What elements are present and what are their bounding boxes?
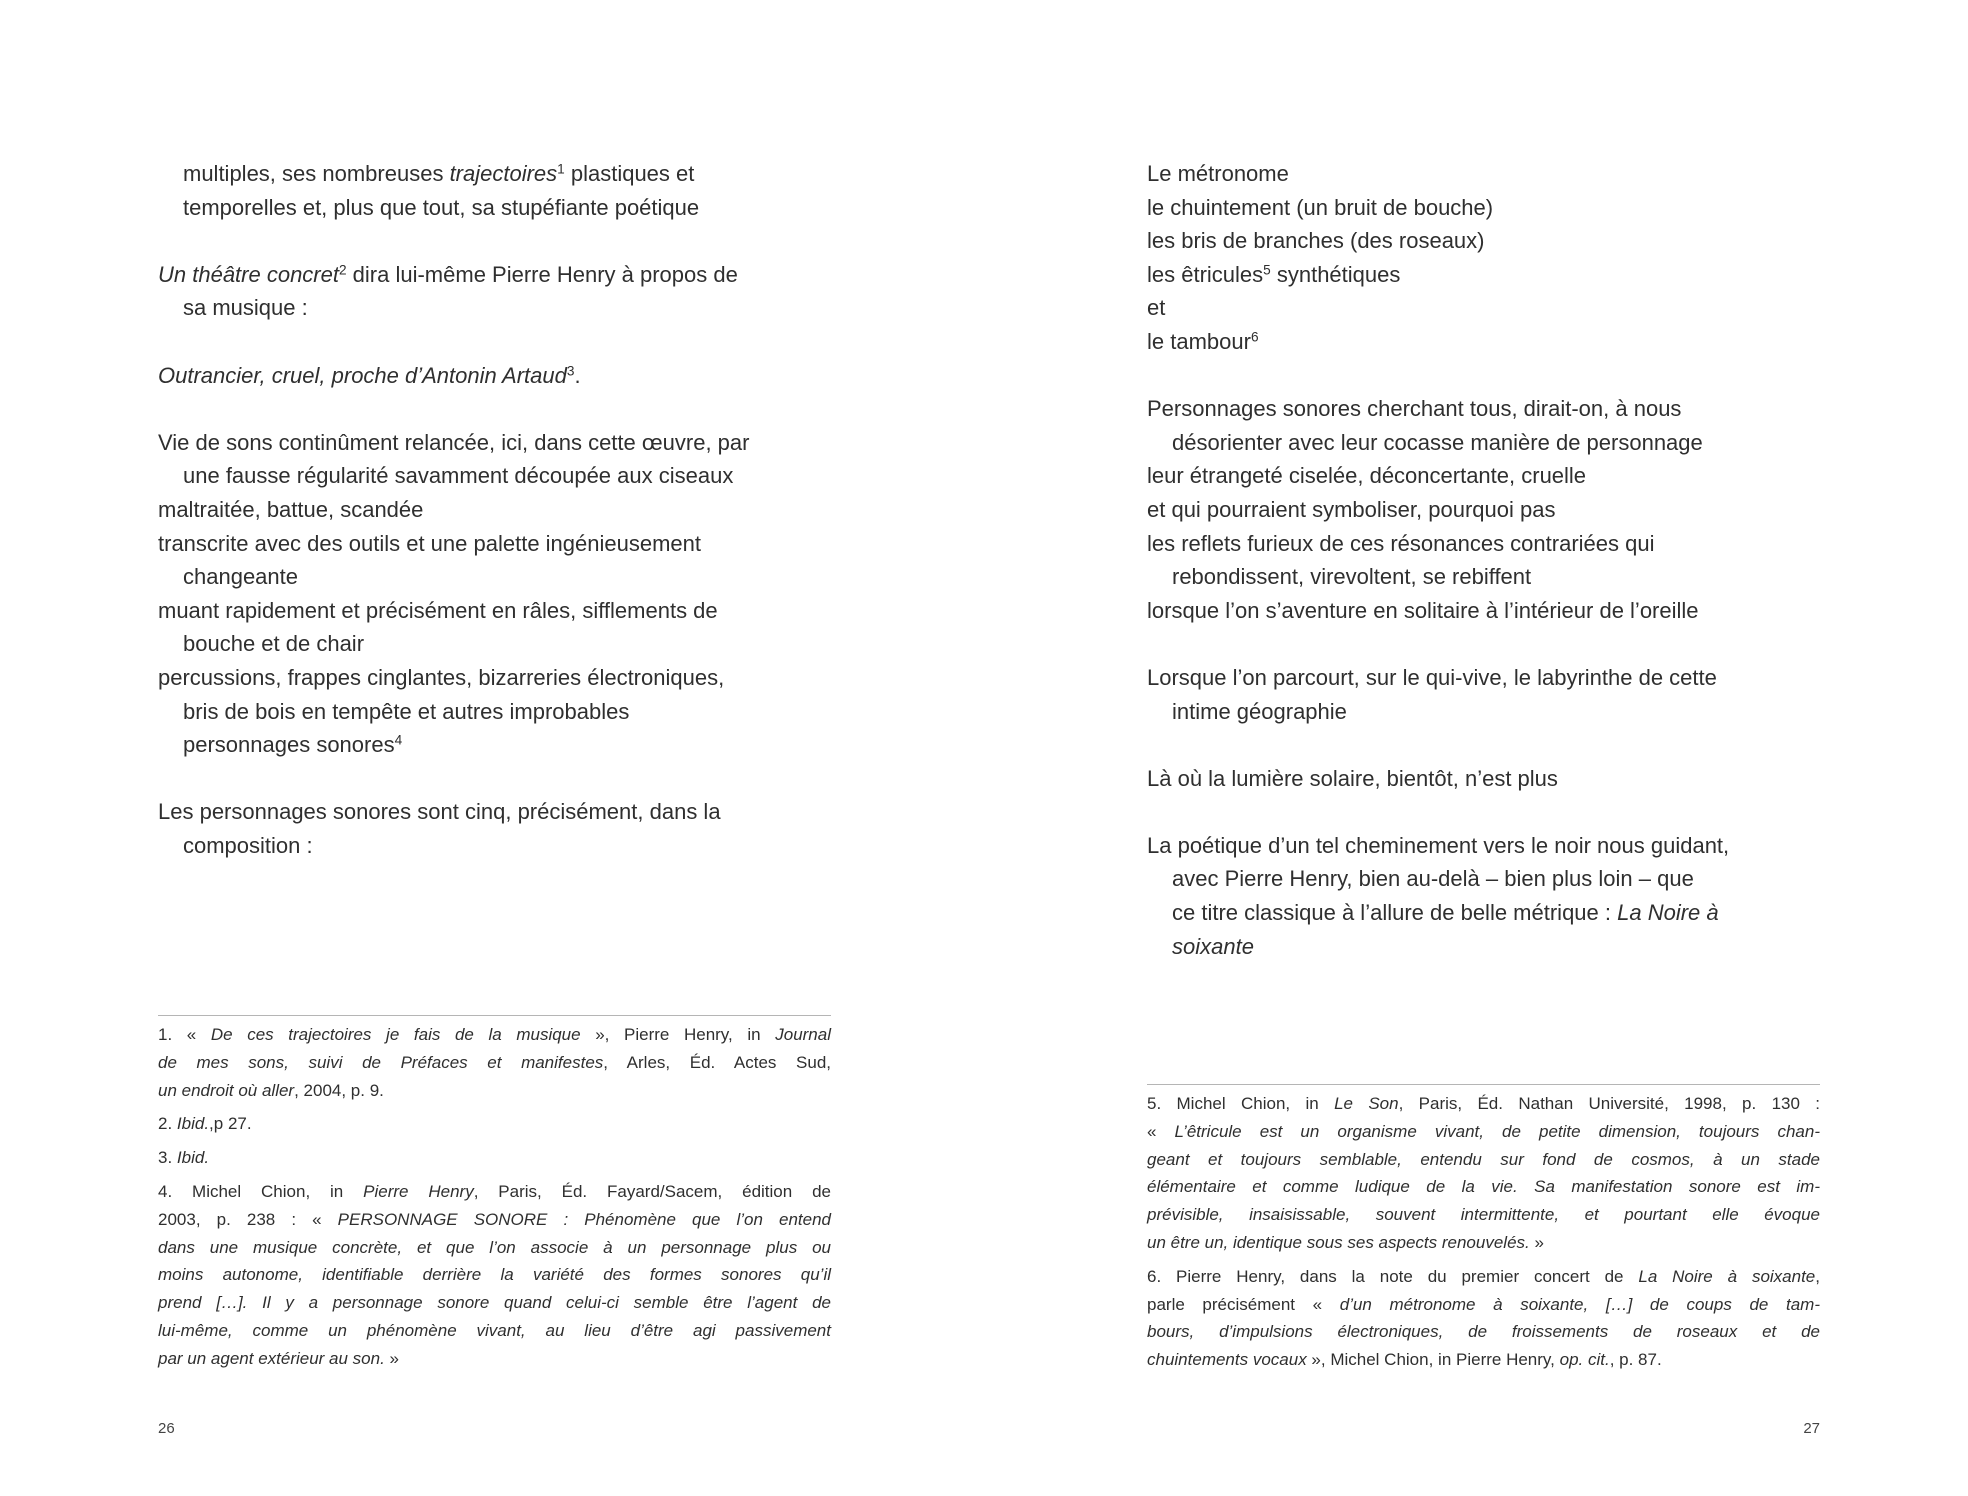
italic-text: Un théâtre concret: [158, 261, 339, 287]
paragraph: [158, 795, 838, 862]
text-line: [1147, 829, 1827, 863]
paragraph: [1147, 829, 1827, 963]
footnote: [1147, 1263, 1820, 1374]
text-run: Le métronome: [1147, 161, 1289, 186]
text-line: [1147, 493, 1827, 527]
footnote-line: [1147, 1173, 1820, 1201]
footnote-line: [158, 1289, 831, 1317]
text-run: La poétique d’un tel cheminement vers le noir nous guidant,: [1147, 832, 1730, 858]
text-run: Personnages sonores cherchant tous, dirait-on, à nous: [1147, 396, 1682, 422]
text-line: [158, 560, 838, 594]
text-run: ,p 27.: [209, 1114, 252, 1134]
text-line: [1147, 459, 1827, 493]
footnote-reference: 6: [1250, 329, 1259, 345]
text-run: maltraitée, battue, scandée: [158, 496, 424, 522]
text-run: 1. «: [158, 1025, 211, 1044]
footnote-line: [1147, 1318, 1820, 1346]
text-run: , 2004, p. 9.: [294, 1080, 384, 1100]
text-line: [1147, 258, 1827, 292]
text-run: une fausse régularité savamment découpée aux ciseaux: [183, 463, 734, 489]
italic-text: élémentaire et comme ludique de la vie. Sa manifestation sonore est im-: [1147, 1177, 1820, 1197]
italic-text: Le Son: [1334, 1094, 1399, 1113]
text-line: [158, 627, 838, 661]
text-run: , p. 87.: [1609, 1350, 1662, 1370]
italic-text: d’un métronome à soixante, […] de coups de tam-: [1339, 1294, 1820, 1314]
italic-text: soixante: [1172, 933, 1254, 959]
text-run: composition :: [183, 832, 313, 858]
text-line: [158, 695, 838, 729]
footnote-reference: 3: [566, 363, 575, 379]
paragraph: [1147, 157, 1827, 359]
text-line: [1147, 695, 1827, 729]
footnote-line: [1147, 1346, 1820, 1374]
italic-text: op. cit.: [1559, 1350, 1610, 1370]
text-run: le tambour: [1147, 328, 1251, 354]
text-run: 4. Michel Chion, in: [158, 1181, 364, 1201]
footnotes: [1147, 1084, 1820, 1380]
footnote: [158, 1178, 831, 1373]
text-line: [158, 493, 838, 527]
footnote-line: [158, 1317, 831, 1345]
italic-text: La Noire à: [1617, 900, 1719, 926]
paragraph: [158, 359, 838, 393]
italic-text: geant et toujours semblable, entendu sur fond de cosmos, à un stade: [1147, 1149, 1820, 1169]
text-line: [158, 157, 838, 191]
text-run: temporelles et, plus que tout, sa stupéfiante poétique: [183, 194, 700, 220]
italic-text: De ces trajectoires je fais de la musique: [210, 1025, 581, 1044]
text-run: et: [1147, 295, 1166, 321]
italic-text: bours, d’impulsions électroniques, de froissements de roseaux et de: [1147, 1322, 1820, 1342]
italic-text: moins autonome, identifiable derrière la variété des formes sonores qu’il: [158, 1265, 831, 1285]
text-line: [1147, 594, 1827, 628]
text-line: [158, 661, 838, 695]
text-run: plastiques et: [564, 161, 695, 186]
text-run: »: [384, 1348, 400, 1368]
text-line: [158, 527, 838, 561]
text-line: [1147, 661, 1827, 695]
italic-text: prend […]. Il y a personnage sonore quand celui-ci semble être l’agent de: [158, 1293, 831, 1313]
paragraph: [1147, 392, 1827, 627]
text-run: «: [1147, 1121, 1175, 1141]
italic-text: Outrancier, cruel, proche d’Antonin Artaud: [158, 362, 567, 388]
footnote: [1147, 1090, 1820, 1257]
footnote-line: [158, 1206, 831, 1234]
text-run: 2003, p. 238 : «: [158, 1209, 338, 1229]
text-line: [1147, 560, 1827, 594]
italic-text: lui-même, comme un phénomène vivant, au lieu d’être agi passivement: [158, 1320, 831, 1340]
footnote: [158, 1110, 831, 1138]
footnote-line: [1147, 1118, 1820, 1146]
text-run: les bris de branches (des roseaux): [1147, 228, 1485, 254]
footnote-line: [1147, 1263, 1820, 1291]
footnote-line: [158, 1077, 831, 1105]
text-line: [1147, 930, 1827, 964]
text-run: bouche et de chair: [183, 631, 365, 657]
text-run: 2.: [158, 1114, 177, 1134]
text-line: [1147, 191, 1827, 225]
footnote-line: [1147, 1146, 1820, 1174]
page-number: 27: [1803, 1420, 1820, 1437]
footnote-line: [158, 1234, 831, 1262]
footnote: [158, 1021, 831, 1104]
italic-text: L’êtricule est un organisme vivant, de petite dimension, toujours chan-: [1174, 1121, 1821, 1141]
text-run: ce titre classique à l’allure de belle métrique :: [1172, 900, 1618, 926]
text-run: 3.: [158, 1148, 177, 1168]
text-run: 5. Michel Chion, in: [1147, 1094, 1335, 1113]
italic-text: trajectoires: [449, 161, 558, 186]
text-run: lorsque l’on s’aventure en solitaire à l’intérieur de l’oreille: [1147, 597, 1699, 623]
text-run: bris de bois en tempête et autres improbables: [183, 698, 630, 724]
footnote-reference: 5: [1263, 262, 1271, 278]
right-page: [984, 0, 1968, 1496]
text-line: [1147, 224, 1827, 258]
footnote-line: [158, 1110, 831, 1138]
footnote-reference: 1: [557, 161, 565, 177]
text-line: [1147, 896, 1827, 930]
text-line: [158, 191, 838, 225]
text-run: Vie de sons continûment relancée, ici, dans cette œuvre, par: [158, 429, 750, 455]
text-run: intime géographie: [1172, 698, 1347, 724]
text-run: les reflets furieux de ces résonances contrariées qui: [1147, 530, 1655, 556]
footnote-divider: [158, 1015, 831, 1016]
text-run: désorienter avec leur cocasse manière de personnage: [1172, 429, 1703, 455]
italic-text: par un agent extérieur au son.: [158, 1348, 385, 1368]
italic-text: de mes sons, suivi de Préfaces et manifestes: [158, 1052, 604, 1072]
footnote-reference: 2: [338, 262, 347, 278]
text-line: [158, 258, 838, 292]
text-run: 6. Pierre Henry, dans la note du premier concert de: [1147, 1266, 1639, 1286]
text-line: [158, 795, 838, 829]
italic-text: Ibid.: [176, 1148, 210, 1168]
text-run: »: [1529, 1232, 1544, 1252]
italic-text: Pierre Henry: [363, 1181, 474, 1201]
text-run: les êtricules: [1147, 261, 1264, 287]
body-text: [158, 157, 838, 896]
text-run: muant rapidement et précisément en râles, sifflements de: [158, 597, 718, 623]
footnote-divider: [1147, 1084, 1820, 1085]
text-line: [158, 459, 838, 493]
text-line: [158, 291, 838, 325]
footnote-line: [1147, 1201, 1820, 1229]
paragraph: [158, 157, 838, 224]
body-text: [1147, 157, 1827, 997]
italic-text: dans une musique concrète, et que l’on associe à un personnage plus ou: [158, 1237, 831, 1257]
footnote-line: [158, 1178, 831, 1206]
footnote-line: [158, 1049, 831, 1077]
footnote-line: [1147, 1291, 1820, 1319]
text-run: multiples, ses nombreuses: [183, 161, 450, 186]
page-number: 26: [158, 1420, 175, 1437]
footnote-line: [158, 1345, 831, 1373]
footnote-line: [158, 1021, 831, 1049]
paragraph: [1147, 762, 1827, 796]
text-run: personnages sonores: [183, 732, 395, 758]
italic-text: prévisible, insaisissable, souvent intermittente, et pourtant elle évoque: [1147, 1205, 1820, 1225]
text-run: dira lui-même Pierre Henry à propos de: [346, 261, 738, 287]
text-run: percussions, frappes cinglantes, bizarreries électroniques,: [158, 664, 725, 690]
paragraph: [158, 258, 838, 325]
text-run: , Paris, Éd. Fayard/Sacem, édition de: [473, 1181, 831, 1201]
paragraph: [158, 426, 838, 762]
text-run: avec Pierre Henry, bien au-delà – bien plus loin – que: [1172, 866, 1694, 892]
italic-text: un endroit où aller: [158, 1080, 295, 1100]
text-line: [1147, 426, 1827, 460]
footnote-line: [158, 1144, 831, 1172]
text-line: [158, 426, 838, 460]
text-line: [158, 829, 838, 863]
text-run: , Paris, Éd. Nathan Université, 1998, p. 130 :: [1398, 1094, 1820, 1113]
text-run: ,: [1815, 1266, 1820, 1286]
text-line: [1147, 157, 1827, 191]
text-run: le chuintement (un bruit de bouche): [1147, 194, 1494, 220]
text-run: », Michel Chion, in Pierre Henry,: [1306, 1350, 1560, 1370]
text-run: synthétiques: [1270, 261, 1401, 287]
footnote-line: [1147, 1229, 1820, 1257]
text-run: Là où la lumière solaire, bientôt, n’est plus: [1147, 765, 1558, 791]
footnote: [158, 1144, 831, 1172]
text-run: sa musique :: [183, 295, 308, 321]
footnotes: [158, 1015, 831, 1379]
text-run: rebondissent, virevoltent, se rebiffent: [1172, 564, 1532, 590]
text-line: [1147, 862, 1827, 896]
text-line: [158, 359, 838, 393]
text-line: [158, 728, 838, 762]
text-run: leur étrangeté ciselée, déconcertante, cruelle: [1147, 463, 1587, 489]
paragraph: [1147, 661, 1827, 728]
text-run: Les personnages sonores sont cinq, précisément, dans la: [158, 799, 721, 825]
text-run: parle précisément «: [1147, 1294, 1340, 1314]
italic-text: chuintements vocaux: [1147, 1350, 1307, 1370]
text-line: [158, 594, 838, 628]
italic-text: un être un, identique sous ses aspects renouvelés.: [1147, 1232, 1530, 1252]
text-run: et qui pourraient symboliser, pourquoi pas: [1147, 496, 1556, 522]
text-run: Lorsque l’on parcourt, sur le qui-vive, le labyrinthe de cette: [1147, 664, 1717, 690]
italic-text: Ibid.: [176, 1114, 210, 1134]
text-line: [1147, 291, 1827, 325]
text-run: transcrite avec des outils et une palette ingénieusement: [158, 530, 701, 556]
text-line: [1147, 325, 1827, 359]
text-run: changeante: [183, 564, 298, 590]
italic-text: La Noire à soixante: [1638, 1266, 1816, 1286]
text-run: », Pierre Henry, in: [580, 1025, 776, 1044]
text-line: [1147, 392, 1827, 426]
footnote-reference: 4: [394, 732, 403, 748]
footnote-line: [158, 1261, 831, 1289]
text-run: .: [574, 362, 581, 388]
text-run: , Arles, Éd. Actes Sud,: [603, 1052, 832, 1072]
footnote-line: [1147, 1090, 1820, 1118]
italic-text: PERSONNAGE SONORE : Phénomène que l’on entend: [337, 1209, 831, 1229]
italic-text: Journal: [775, 1025, 831, 1044]
text-line: [1147, 527, 1827, 561]
text-line: [1147, 762, 1827, 796]
